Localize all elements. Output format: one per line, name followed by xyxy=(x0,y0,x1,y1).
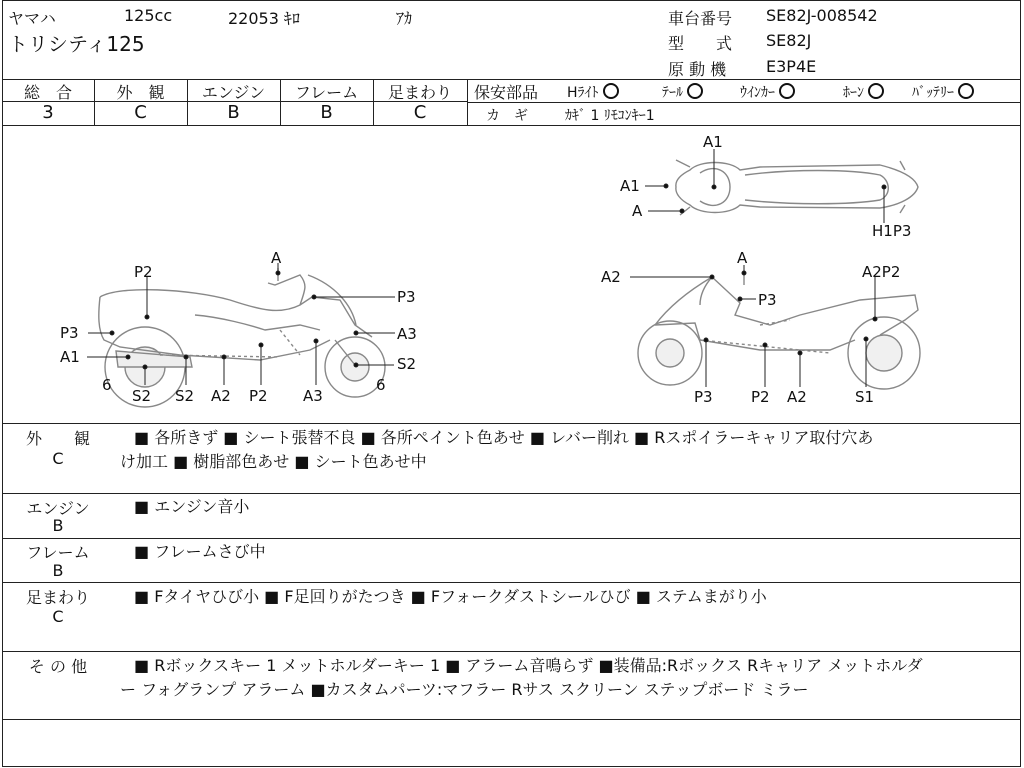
grade-label-engine: エンジン xyxy=(201,83,266,102)
frame-no-label: 車台番号 xyxy=(668,9,733,28)
diagram-label: A xyxy=(737,249,748,267)
safety-item-label: Hﾗｲﾄ xyxy=(567,85,599,101)
grade-engine: B xyxy=(227,102,240,123)
diagram-label: P2 xyxy=(249,387,268,405)
section-label: エンジン xyxy=(26,499,90,518)
diagram-label: P2 xyxy=(134,263,153,281)
safety-item-winker xyxy=(740,82,795,102)
damage-diagram xyxy=(0,125,1024,425)
diagram-label: A xyxy=(632,202,643,220)
diagram-label: P3 xyxy=(60,324,79,342)
diagram-label: A1 xyxy=(620,177,640,195)
diagram-label: P2 xyxy=(751,388,770,406)
grade-label-frame: フレーム xyxy=(294,83,359,102)
diagram-label: S2 xyxy=(175,387,195,405)
section-grade: B xyxy=(52,561,64,580)
diagram-label: S2 xyxy=(397,355,417,373)
diagram-label: P3 xyxy=(758,291,777,309)
ok-circle-icon xyxy=(958,83,974,99)
diagram-label: 6 xyxy=(102,376,112,394)
section-grade: C xyxy=(52,449,64,468)
type-value: SE82J xyxy=(766,31,812,50)
note-line: ー フォグランプ アラーム ■カスタムパーツ:マフラー Rサス スクリーン ステップボード ミラー xyxy=(120,680,809,699)
grade-suspension: C xyxy=(413,102,427,123)
safety-item-label: ﾃｰﾙ xyxy=(662,85,683,101)
section-label: 足まわり xyxy=(25,588,90,607)
diagram-label: S2 xyxy=(132,387,152,405)
section-notes xyxy=(134,495,249,519)
model-name: トリシティ125 xyxy=(8,32,145,56)
frame-no: SE82J-008542 xyxy=(766,6,878,25)
engine-value: E3P4E xyxy=(766,57,817,76)
ok-circle-icon xyxy=(603,83,619,99)
scooter-right-side-view xyxy=(638,271,920,389)
diagram-label: A2P2 xyxy=(862,263,901,281)
grade-label-suspension: 足まわり xyxy=(387,83,452,102)
maker: ヤマハ xyxy=(8,9,56,28)
engine-label: 原 動 機 xyxy=(668,60,727,79)
note-line: ■ Rボックスキー 1 メットホルダーキー 1 ■ アラーム音鳴らず ■装備品:Rボックス Rキャリア メットホルダ xyxy=(134,656,923,675)
diagram-label: A2 xyxy=(787,388,807,406)
safety-item-label: ﾎｰﾝ xyxy=(843,85,864,101)
diagram-label: A xyxy=(271,249,282,267)
section-notes xyxy=(120,426,874,474)
section-notes xyxy=(120,654,923,702)
safety-item-battery xyxy=(912,82,974,102)
safety-item-label: ｳｲﾝｶｰ xyxy=(740,85,775,101)
note-line: け加工 ■ 樹脂部色あせ ■ シート色あせ中 xyxy=(120,452,427,471)
displacement: 125cc xyxy=(124,6,173,25)
safety-item-tail xyxy=(662,82,703,102)
safety-item-horn xyxy=(843,82,884,102)
safety-item-label: ﾊﾞｯﾃﾘｰ xyxy=(912,85,954,101)
key-label: カ ギ xyxy=(486,108,528,124)
note-line: ■ 各所きず ■ シート張替不良 ■ 各所ペイント色あせ ■ レバー削れ ■ Rスポイラーキャリア取付穴あ xyxy=(134,428,874,447)
ok-circle-icon xyxy=(687,83,703,99)
grade-frame: B xyxy=(320,102,333,123)
diagram-label: A2 xyxy=(211,387,231,405)
grade-overall: 3 xyxy=(42,102,54,123)
note-line: ■ エンジン音小 xyxy=(134,497,250,516)
section-notes xyxy=(134,540,266,564)
section-label: そ の 他 xyxy=(28,657,88,676)
note-line: ■ Fタイヤひび小 ■ F足回りがたつき ■ Fフォークダストシールひび ■ ステムまがり小 xyxy=(134,587,767,606)
diagram-label: P3 xyxy=(397,288,416,306)
safety-item-headlight xyxy=(567,82,619,102)
grade-label-exterior: 外 観 xyxy=(116,83,165,102)
section-label: フレーム xyxy=(26,543,90,562)
type-label: 型 式 xyxy=(668,34,733,53)
diagram-label: A2 xyxy=(601,268,621,286)
diagram-label: A1 xyxy=(60,348,80,366)
ok-circle-icon xyxy=(779,83,795,99)
color: ｱｶ xyxy=(396,9,413,28)
section-grade: B xyxy=(52,516,64,535)
diagram-label: H1P3 xyxy=(872,222,912,240)
diagram-label: A1 xyxy=(703,133,723,151)
diagram-label: 6 xyxy=(376,376,386,394)
diagram-label: S1 xyxy=(855,388,875,406)
diagram-label: A3 xyxy=(397,325,417,343)
note-line: ■ フレームさび中 xyxy=(134,542,266,561)
grade-exterior: C xyxy=(134,102,147,123)
section-notes xyxy=(134,585,767,609)
diagram-label: P3 xyxy=(694,388,713,406)
safety-label: 保安部品 xyxy=(474,83,539,102)
section-label: 外 観 xyxy=(25,429,90,448)
ok-circle-icon xyxy=(868,83,884,99)
grade-label-overall: 総 合 xyxy=(23,83,72,102)
mileage: 22053 ｷﾛ xyxy=(228,9,300,28)
section-grade: C xyxy=(52,607,64,626)
diagram-label: A3 xyxy=(303,387,323,405)
key-value: ｶｷﾞ 1 ﾘﾓｺﾝｷｰ1 xyxy=(565,108,655,124)
